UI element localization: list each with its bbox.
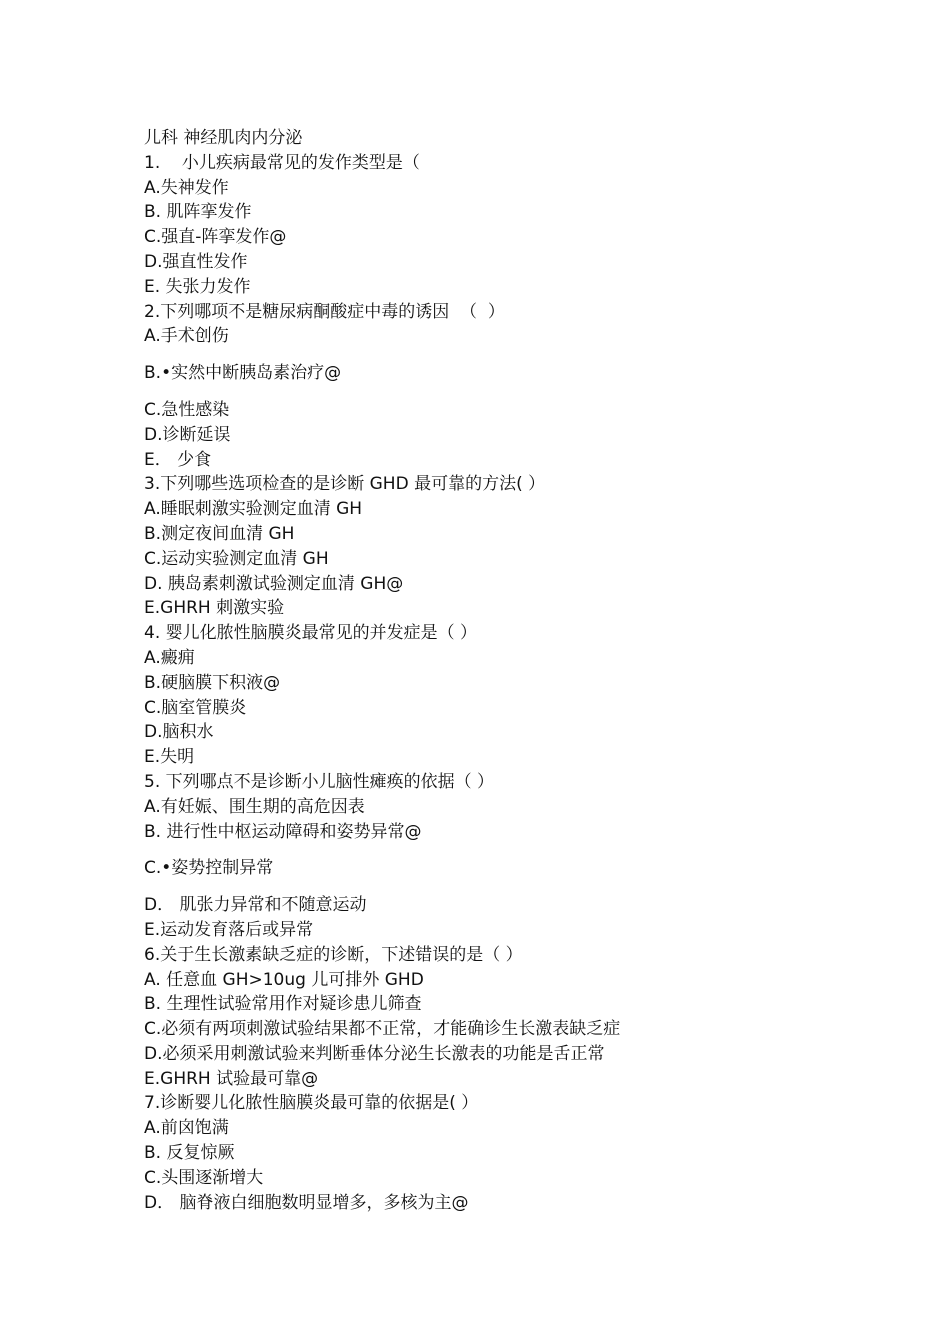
question-2-option-a: A.手术创伤 bbox=[144, 326, 229, 347]
question-2-option-c: C.急性感染 bbox=[144, 399, 230, 420]
question-2-option-e: E． 少食 bbox=[144, 449, 212, 470]
question-2-option-b: B.•实然中断胰岛素治疗@ bbox=[144, 363, 342, 384]
question-1-option-c: C.强直-阵挛发作@ bbox=[144, 227, 287, 248]
question-7-option-c: C.头围逐渐增大 bbox=[144, 1167, 264, 1188]
question-6-stem: 6.关于生长激素缺乏症的诊断，下述错误的是（ ） bbox=[144, 944, 523, 965]
question-3-option-e: E.GHRH 刺激实验 bbox=[144, 598, 285, 619]
question-1-option-e: E. 失张力发作 bbox=[144, 276, 251, 297]
question-5-option-b: B. 进行性中枢运动障碍和姿势异常@ bbox=[144, 821, 422, 842]
question-1-option-b: B. 肌阵挛发作 bbox=[144, 202, 252, 223]
question-1-option-a: A.失神发作 bbox=[144, 177, 229, 198]
question-5-stem: 5. 下列哪点不是诊断小儿脑性瘫痪的依据（ ） bbox=[144, 771, 495, 792]
question-4-option-b: B.硬脑膜下积液@ bbox=[144, 672, 281, 693]
document-content bbox=[144, 126, 844, 1215]
question-4-option-d: D.脑积水 bbox=[144, 722, 214, 743]
question-7-option-a: A.前囟饱满 bbox=[144, 1118, 229, 1139]
question-5-option-d: D． 肌张力异常和不随意运动 bbox=[144, 895, 367, 916]
question-6-option-a: A. 任意血 GH>10ug 儿可排外 GHD bbox=[144, 969, 424, 990]
question-1-option-d: D.强直性发作 bbox=[144, 251, 248, 272]
question-7-option-b: B. 反复惊厥 bbox=[144, 1143, 235, 1164]
question-4-stem: 4. 婴儿化脓性脑膜炎最常见的并发症是（ ） bbox=[144, 623, 478, 644]
question-4-option-a: A.癜痈 bbox=[144, 647, 195, 668]
question-3-stem: 3.下列哪些选项检查的是诊断 GHD 最可靠的方法( ） bbox=[144, 474, 546, 495]
question-6-option-c: C.必须有两项刺激试验结果都不正常，才能确诊生长激表缺乏症 bbox=[144, 1019, 621, 1040]
question-2-option-d: D.诊断延误 bbox=[144, 424, 231, 445]
question-5-option-a: A.有妊娠、围生期的高危因表 bbox=[144, 796, 365, 817]
question-5-option-e: E.运动发育落后或异常 bbox=[144, 919, 314, 940]
question-3-option-c: C.运动实验测定血清 GH bbox=[144, 548, 329, 569]
question-3-option-b: B.测定夜间血清 GH bbox=[144, 523, 295, 544]
question-2-stem: 2.下列哪项不是糖尿病酮酸症中毒的诱因 （ ） bbox=[144, 301, 505, 322]
question-3-option-d: D. 胰岛素刺激试验测定血清 GH@ bbox=[144, 573, 404, 594]
document-title: 儿科 神经肌肉内分泌 bbox=[144, 128, 303, 148]
question-6-option-d: D.必须采用刺激试验来判断垂体分泌生长激表的功能是舌正常 bbox=[144, 1043, 605, 1064]
question-1-stem: 1. 小儿疾病最常见的发作类型是（ bbox=[144, 152, 420, 173]
question-3-option-a: A.睡眠刺激实验测定血清 GH bbox=[144, 499, 363, 520]
question-4-option-c: C.脑室管膜炎 bbox=[144, 697, 247, 718]
question-5-option-c: C.•姿势控制异常 bbox=[144, 858, 274, 879]
question-6-option-e: E.GHRH 试验最可靠@ bbox=[144, 1068, 319, 1089]
question-6-option-b: B. 生理性试验常用作对疑诊患儿筛查 bbox=[144, 994, 422, 1015]
question-7-option-d: D． 脑脊液白细胞数明显增多，多核为主@ bbox=[144, 1192, 469, 1213]
question-7-stem: 7.诊断婴儿化脓性脑膜炎最可靠的依据是( ） bbox=[144, 1093, 479, 1114]
question-4-option-e: E.失明 bbox=[144, 747, 195, 768]
